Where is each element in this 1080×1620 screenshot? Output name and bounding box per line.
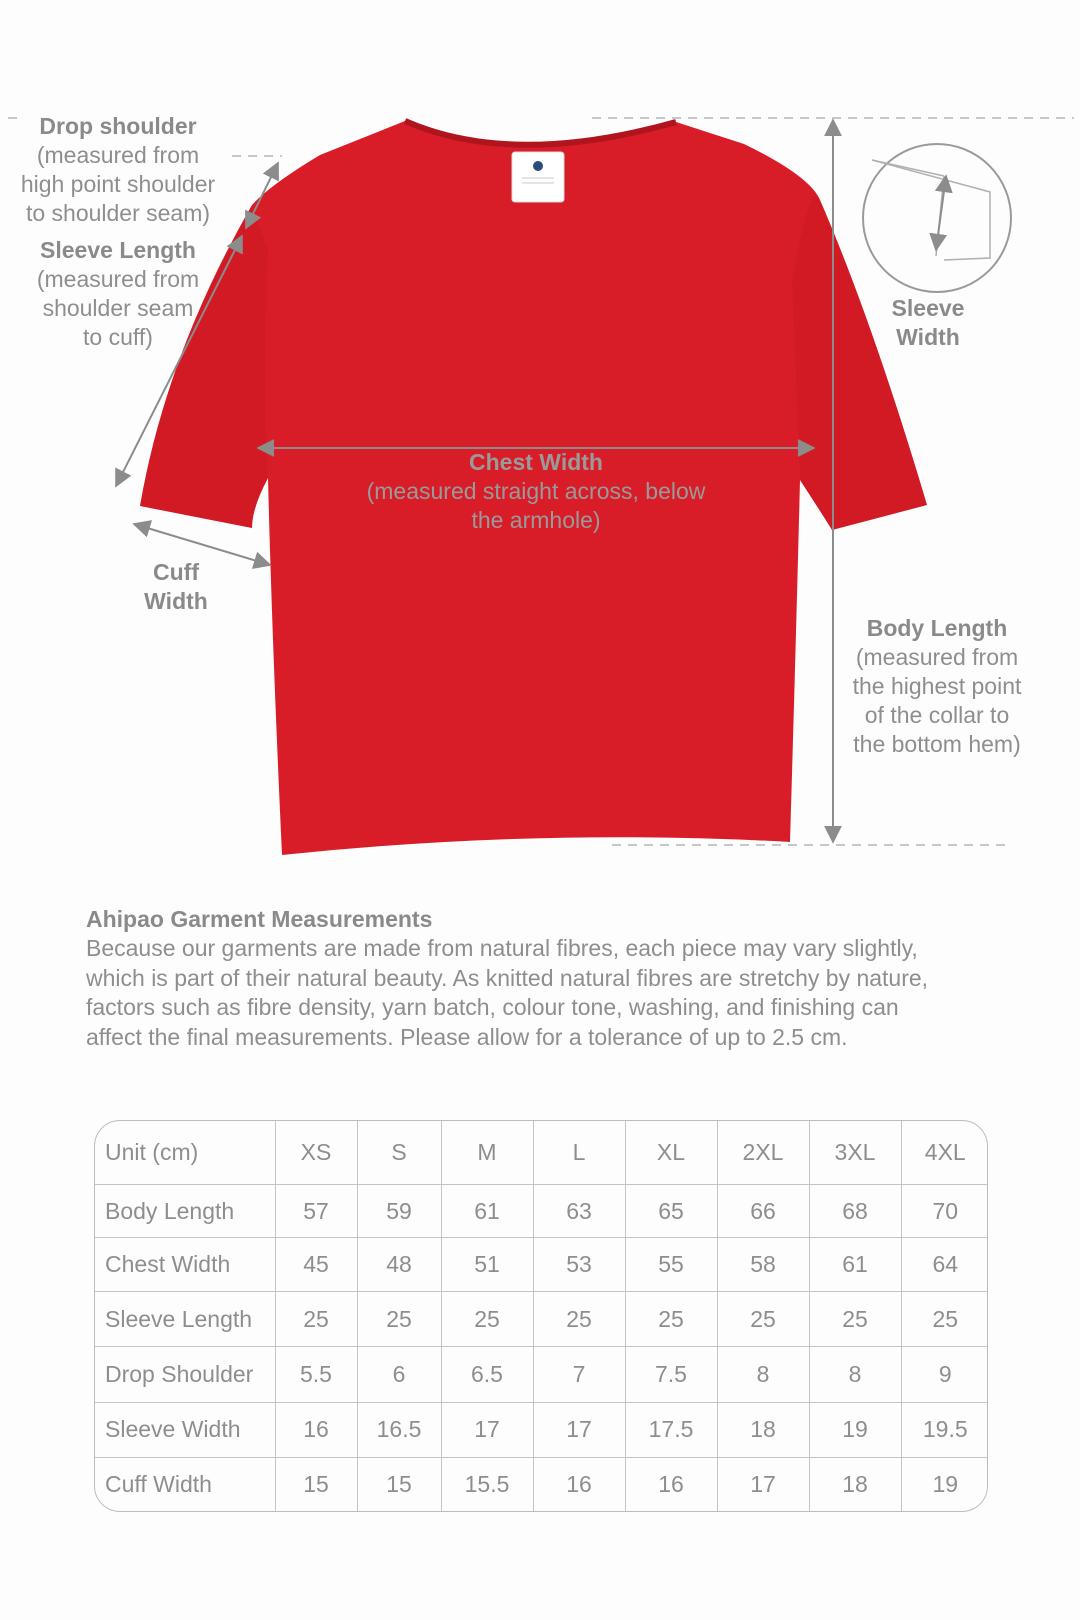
table-cell: 16 (625, 1458, 717, 1511)
table-row (95, 1402, 988, 1457)
size-chart (94, 1120, 988, 1512)
table-cell: 17.5 (625, 1402, 717, 1457)
table-cell: 66 (717, 1185, 809, 1238)
chest-width-label (334, 448, 738, 535)
table-cell: 7 (533, 1347, 625, 1402)
sleeve-length-line-1: (measured from (36, 266, 200, 292)
table-cell: 8 (809, 1347, 901, 1402)
table-cell: 25 (809, 1291, 901, 1346)
table-cell: 19.5 (901, 1402, 988, 1457)
table-cell: 68 (809, 1185, 901, 1238)
table-cell: 15 (357, 1458, 441, 1511)
table-cell: 15.5 (441, 1458, 533, 1511)
table-cell: 64 (901, 1238, 988, 1291)
table-cell: 25 (275, 1291, 357, 1346)
sleeve-width-label (868, 294, 988, 352)
table-header-cell: XS (275, 1121, 357, 1185)
table-row (95, 1291, 988, 1346)
table-cell: 59 (357, 1185, 441, 1238)
row-label-cell: Drop Shoulder (95, 1347, 275, 1402)
body-length-line-1: (measured from (855, 644, 1019, 670)
table-header-cell: 2XL (717, 1121, 809, 1185)
measurement-notes (86, 904, 1006, 1052)
table-cell: 51 (441, 1238, 533, 1291)
table-header-cell: 3XL (809, 1121, 901, 1185)
table-cell: 65 (625, 1185, 717, 1238)
table-cell: 18 (809, 1458, 901, 1511)
table-row (95, 1185, 988, 1238)
table-cell: 6 (357, 1347, 441, 1402)
table-cell: 5.5 (275, 1347, 357, 1402)
row-label-cell: Body Length (95, 1185, 275, 1238)
table-cell: 19 (809, 1402, 901, 1457)
notes-line-1: Because our garments are made from natural fibres, each piece may vary slightly, (86, 935, 918, 961)
table-cell: 15 (275, 1458, 357, 1511)
cuff-width-label (126, 558, 226, 616)
table-cell: 17 (441, 1402, 533, 1457)
table-header-row (95, 1121, 988, 1185)
sleeve-width-inset (863, 144, 1011, 292)
body-length-label (840, 614, 1034, 759)
table-row (95, 1238, 988, 1291)
size-table (95, 1121, 988, 1511)
neck-label (512, 152, 564, 202)
notes-line-2: which is part of their natural beauty. As knitted natural fibres are stretchy by nature, (86, 964, 929, 991)
table-cell: 53 (533, 1238, 625, 1291)
neck-label-logo (533, 161, 543, 171)
sleeve-length-line-2: shoulder seam (42, 295, 194, 321)
table-cell: 7.5 (625, 1347, 717, 1402)
table-cell: 61 (809, 1238, 901, 1291)
row-label-cell: Chest Width (95, 1238, 275, 1291)
table-row (95, 1347, 988, 1402)
chest-width-title: Chest Width (469, 449, 603, 475)
table-cell: 16.5 (357, 1402, 441, 1457)
sleeve-width-title: Sleeve (891, 295, 965, 321)
table-cell: 9 (901, 1347, 988, 1402)
table-cell: 6.5 (441, 1347, 533, 1402)
table-cell: 45 (275, 1238, 357, 1291)
table-cell: 57 (275, 1185, 357, 1238)
drop-shoulder-line-2: high point shoulder (20, 171, 216, 197)
sleeve-length-title: Sleeve Length (40, 237, 196, 263)
body-length-title: Body Length (866, 615, 1008, 641)
drop-shoulder-line-3: to shoulder seam) (25, 200, 211, 226)
drop-shoulder-line-1: (measured from (36, 142, 200, 168)
table-cell: 48 (357, 1238, 441, 1291)
table-header-cell: 4XL (901, 1121, 988, 1185)
table-cell: 8 (717, 1347, 809, 1402)
table-cell: 25 (625, 1291, 717, 1346)
table-header-cell: XL (625, 1121, 717, 1185)
body-length-line-4: the bottom hem) (853, 731, 1021, 757)
notes-line-3: factors such as fibre density, yarn batch, colour tone, washing, and finishing can (86, 994, 899, 1020)
table-cell: 25 (717, 1291, 809, 1346)
table-cell: 16 (275, 1402, 357, 1457)
table-header-cell: Unit (cm) (95, 1121, 275, 1185)
notes-line-4: affect the final measurements. Please allow for a tolerance of up to 2.5 cm. (86, 1023, 848, 1050)
sleeve-width-line-1: Width (896, 324, 960, 350)
chest-width-line-1: (measured straight across, below (366, 478, 706, 504)
table-cell: 16 (533, 1458, 625, 1511)
table-cell: 25 (441, 1291, 533, 1346)
table-cell: 17 (717, 1458, 809, 1511)
notes-heading: Ahipao Garment Measurements (86, 906, 433, 932)
row-label-cell: Sleeve Length (95, 1291, 275, 1346)
sleeve-length-label (0, 236, 236, 352)
table-cell: 70 (901, 1185, 988, 1238)
table-cell: 25 (533, 1291, 625, 1346)
cuff-width-line-1: Width (144, 588, 208, 614)
row-label-cell: Sleeve Width (95, 1402, 275, 1457)
body-length-line-3: of the collar to (864, 702, 1010, 728)
drop-shoulder-title: Drop shoulder (39, 113, 197, 139)
table-header-cell: M (441, 1121, 533, 1185)
table-cell: 55 (625, 1238, 717, 1291)
table-cell: 58 (717, 1238, 809, 1291)
row-label-cell: Cuff Width (95, 1458, 275, 1511)
table-cell: 61 (441, 1185, 533, 1238)
table-cell: 17 (533, 1402, 625, 1457)
table-header-cell: L (533, 1121, 625, 1185)
sleeve-length-line-3: to cuff) (83, 324, 153, 350)
body-length-line-2: the highest point (852, 673, 1022, 699)
table-cell: 25 (901, 1291, 988, 1346)
table-cell: 19 (901, 1458, 988, 1511)
table-cell: 25 (357, 1291, 441, 1346)
table-cell: 18 (717, 1402, 809, 1457)
table-cell: 63 (533, 1185, 625, 1238)
table-row (95, 1458, 988, 1511)
drop-shoulder-label (0, 112, 236, 228)
chest-width-line-2: the armhole) (471, 507, 601, 533)
table-header-cell: S (357, 1121, 441, 1185)
cuff-width-title: Cuff (153, 559, 199, 585)
